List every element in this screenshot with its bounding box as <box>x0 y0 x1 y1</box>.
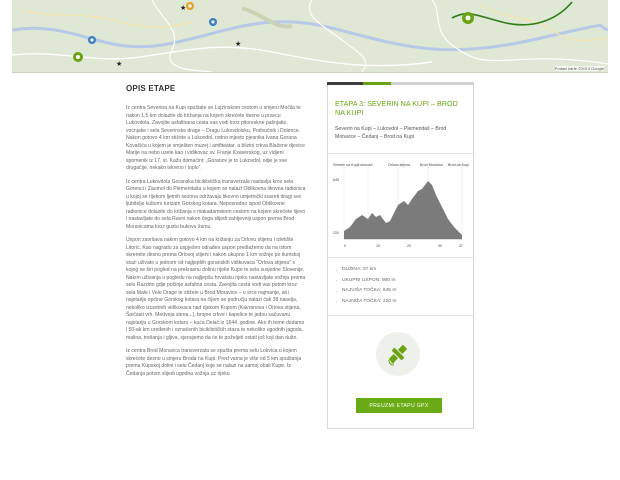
x-tick: 30 <box>438 244 442 248</box>
elevation-profile <box>332 161 470 253</box>
stat-total-climb: › UKUPNI USPON: 900 m <box>336 277 396 284</box>
elevation-area <box>344 181 462 239</box>
place-label: Brod Moravice <box>420 163 444 167</box>
paragraph: Iz centra Lukovdola Goranska biciklistička transverzala nastavlja kroz sela Gorenci i Zaumol do Plemenitaša u kojem se nalazi Oblikovna likovna radionica u kojoj se rijekom ljetnih sezona održavaju likovno umjetnički susreti dragi sve ljubitelje kulturni turizam Gorskog kotara. Neposredno ispod Oblikovne radionice dolazite do križanja s makadamskom cestom na kojem skrećete lijevo i nastavljate do sela Ravni nakon čega slijedi zahtjevniji uspon prema Brod Moravicama kroz gustu bukovu šumu. <box>126 178 306 230</box>
map-marker-icon[interactable] <box>462 12 474 24</box>
bullet-icon: › <box>336 288 338 294</box>
paragraph: Iz centra Severina na Kupi spuštate se Lujzinskom cestom u smjeru Močila te nakon 1,5 km dolazite do križanja na kojem skrećete desno u pravcu Lukovdola. Zavojite asfaltirana cesta vas vodi kroz pitoreskne pašnjake, voćnjake i sela Severinske drage – Dragu Lukovdolsku, Podvučnik i Dolence. Nakon gotovo 4 km stižete u Lukovdol, rodno mjesto pjesnika Ivana Gorana Kovačića u kojem je smješten muzej i amfiteatar, a blizini crkva Blažene djevice Marije na nebo uzete kao i vidikovac sv. Franje Ksaverskog, uz vidjeni spomenik iz 17. st. Kažu domaćini: „Goranov je to Lukovdol, odje je sve drugačije, nekako iskreno i toplo“. <box>126 105 305 171</box>
description-text <box>126 105 306 480</box>
satellite-icon <box>376 332 420 376</box>
bullet-icon: › <box>336 278 338 284</box>
map-marker-icon[interactable] <box>88 36 96 44</box>
place-label: Lukovdol <box>358 163 373 167</box>
stage-description <box>126 84 306 480</box>
place-label: Orlova stijena <box>388 163 410 167</box>
topbar-segment <box>391 82 474 85</box>
route-map[interactable] <box>12 0 608 73</box>
x-tick: 10 <box>376 244 380 248</box>
topbar-segment <box>345 82 363 85</box>
download-gpx-button[interactable]: PREUZMI ETAPU GPX <box>356 398 442 413</box>
y-tick: 645 <box>333 178 339 182</box>
x-tick: 37 <box>459 244 463 248</box>
section-heading: OPIS ETAPE <box>126 84 176 93</box>
map-marker-icon[interactable] <box>209 18 217 26</box>
star-icon: ★ <box>116 61 123 68</box>
star-icon: ★ <box>235 41 242 48</box>
stat-length: › DUŽINA: 37 km <box>336 267 377 273</box>
star-icon: ★ <box>180 5 187 12</box>
stage-stats <box>336 265 396 307</box>
stage-title: ETAPA 3: SEVERIN NA KUPI – BROD NA KUPI <box>335 99 458 117</box>
map-marker-icon[interactable] <box>186 2 194 10</box>
divider <box>328 153 473 154</box>
y-tick: 220 <box>333 231 339 235</box>
topbar-segment <box>363 82 391 85</box>
map-canvas[interactable] <box>12 0 608 72</box>
x-tick: 0 <box>344 244 346 248</box>
map-credit: Podaci karte ©2013 Google <box>554 66 604 71</box>
bullet-icon: › <box>336 267 338 273</box>
stage-route: Severin na Kupi – Lukovdol – Plemenitaš – Brod Moravice – Čedanj – Brod na Kupi <box>335 126 447 140</box>
place-label: Severin na Kupi <box>333 163 359 167</box>
paragraph: Iz centra Brod Moravica transverzala se spušta prema selu Lokvica u kojem skrećete desno u smjeru Broda na Kupi. Pred vama je više od 5 km spuštanja prema Kupskoj dolini i selu Čedanj koje se nalazi na samoj obali Kupe. Iz Čedanja potom slijedi ugodna vožnja uz rijeku <box>126 348 302 377</box>
stage-card <box>327 84 474 429</box>
map-marker-icon[interactable] <box>73 52 83 62</box>
card-topbar <box>327 82 474 85</box>
divider <box>328 315 473 316</box>
stat-highest-point: › NAJVIŠA TOČKA: 645 m <box>336 288 397 294</box>
divider <box>328 257 473 258</box>
x-tick: 20 <box>407 244 411 248</box>
bullet-icon: › <box>336 299 338 305</box>
paragraph: Uspon završava nakon gotovo 4 km na križanju za Orlovu stijenu i izletište Litorić. Kao nagradu za uspješno odrađen uspon predlažemo da na istom skrenete desno prema Orlovoj stijeni i nakon ukupno 1 km vožnje po šumskoj stazi uživate u jednom od najljepših goranskih vidikovaca "Orlova stijena" s kojeg se širi pogled na prekrasnu dolinu rijeke Kupe te sela susjedne Slovenije. Nakon uživanja u pogledu na najljepšu hrvatsku rijeku nastavljate vožnju prema selu Razdrto gdje počinje asfaltna cesta. Zavojita cesta vodi vas potom kroz sela Male i Vele Drage te stižete u Brod Moravice – u srce najmanje, ali i najstarije općine Gorskog kotara na čijem se području nalazi čak 38 naselja, nekoliko izuzetnih vidikovaca nad rijekom Kupom (Kavranova i Orlova stijena, Špičasti vrh, Medveja stena...), brojne crkve i kapelice te jednu sačuvanu najstariju u Gorskom kotaru – kuća Delač iz 1644. godine. Ako ih tome dodamo i 50-ak km uređenih i označenih biciklističkih staza te nekoliko ugodnih jagoda, malina, trešanja i gljiva, sjenujemo da će te poželjeti ostati još koji dan duže. <box>126 237 306 341</box>
topbar-segment <box>327 82 345 85</box>
place-label: Brod na Kupi <box>448 163 469 167</box>
stat-lowest-point: › NAJNIŽA TOČKA: 220 m <box>336 298 397 305</box>
